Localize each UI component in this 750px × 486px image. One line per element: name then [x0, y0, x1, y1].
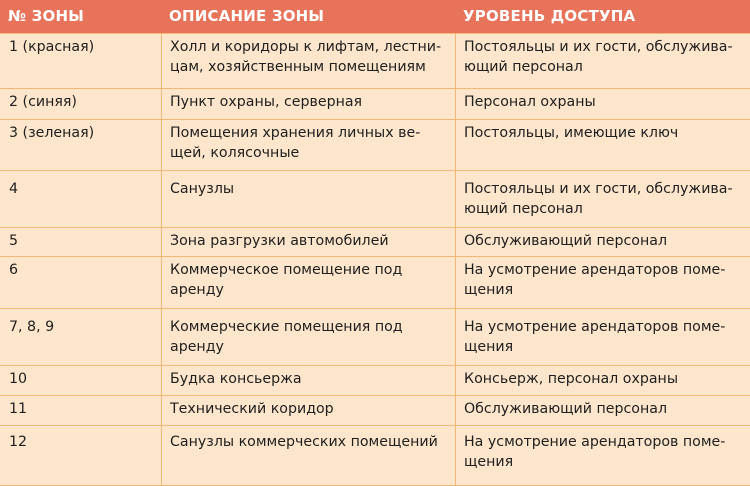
- zone-description-cell: Холл и коридоры к лифтам, лестни- цам, хозяйственным помещениям: [170, 39, 442, 75]
- access-level-cell: Консьерж, персонал охраны: [464, 371, 679, 387]
- table-row: [0, 308, 750, 365]
- table-row: [0, 170, 750, 227]
- column-divider: [455, 33, 456, 486]
- zone-description-cell: Технический коридор: [170, 401, 334, 417]
- table-row: [0, 365, 750, 395]
- zone-number-cell: 12: [9, 434, 28, 450]
- table-header: [0, 0, 750, 33]
- zone-description-cell: Коммерческое помещение под аренду: [170, 262, 403, 298]
- table-row: [0, 119, 750, 170]
- table-row: [0, 88, 750, 119]
- zone-number-cell: 2 (синяя): [9, 94, 77, 110]
- zone-description-cell: Помещения хранения личных ве- щей, колясочные: [170, 125, 421, 161]
- access-level-cell: Персонал охраны: [464, 94, 596, 110]
- access-level-cell: На усмотрение арендаторов поме- щения: [464, 434, 726, 470]
- table-row: [0, 227, 750, 256]
- header-access-level: УРОВЕНЬ ДОСТУПА: [463, 7, 636, 25]
- header-zone-description: ОПИСАНИЕ ЗОНЫ: [169, 7, 325, 25]
- access-level-cell: Обслуживающий персонал: [464, 401, 668, 417]
- zone-number-cell: 3 (зеленая): [9, 125, 95, 141]
- zone-description-cell: Будка консьержа: [170, 371, 302, 387]
- access-level-cell: На усмотрение арендаторов поме- щения: [464, 319, 726, 355]
- zone-number-cell: 7, 8, 9: [9, 319, 55, 335]
- access-level-cell: На усмотрение арендаторов поме- щения: [464, 262, 726, 298]
- access-level-cell: Постояльцы, имеющие ключ: [464, 125, 679, 141]
- table-row: [0, 395, 750, 425]
- table-row: [0, 33, 750, 88]
- table-row: [0, 425, 750, 486]
- zone-description-cell: Зона разгрузки автомобилей: [170, 233, 389, 249]
- zone-number-cell: 6: [9, 262, 19, 278]
- column-divider: [161, 33, 162, 486]
- zone-description-cell: Пункт охраны, серверная: [170, 94, 363, 110]
- access-level-cell: Обслуживающий персонал: [464, 233, 668, 249]
- access-level-cell: Постояльцы и их гости, обслужива- ющий персонал: [464, 39, 733, 75]
- table-row: [0, 256, 750, 308]
- zone-description-cell: Санузлы: [170, 181, 235, 197]
- zone-description-cell: Коммерческие помещения под аренду: [170, 319, 403, 355]
- zone-description-cell: Санузлы коммерческих помещений: [170, 434, 438, 450]
- access-level-cell: Постояльцы и их гости, обслужива- ющий персонал: [464, 181, 733, 217]
- zone-number-cell: 10: [9, 371, 28, 387]
- zone-number-cell: 1 (красная): [9, 39, 95, 55]
- zone-number-cell: 5: [9, 233, 19, 249]
- zone-number-cell: 4: [9, 181, 19, 197]
- header-zone-number: № ЗОНЫ: [8, 7, 84, 25]
- zone-number-cell: 11: [9, 401, 28, 417]
